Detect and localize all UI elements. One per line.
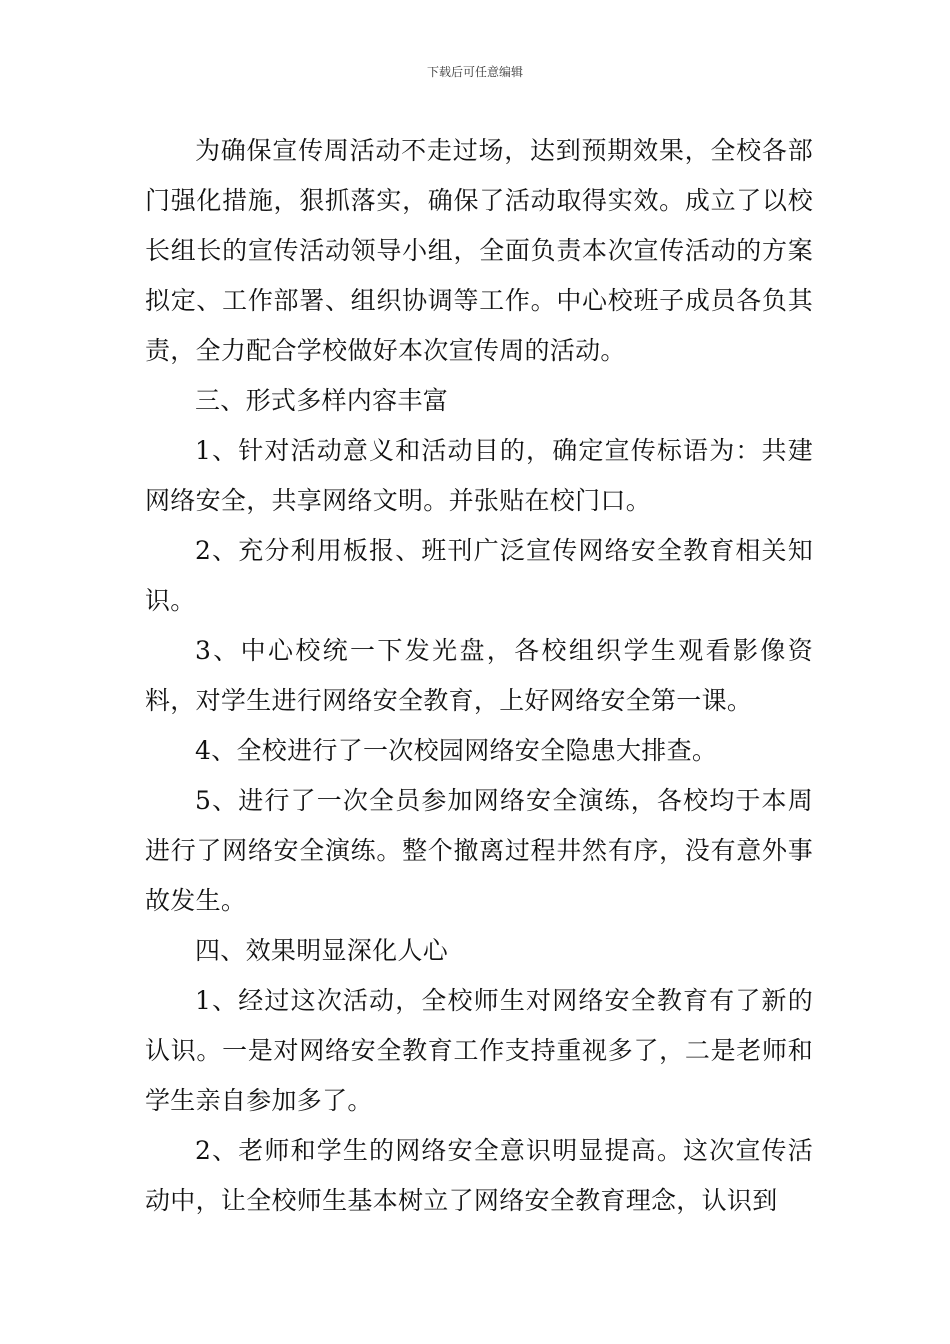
list-item-5: 5、进行了一次全员参加网络安全演练，各校均于本周进行了网络安全演练。整个撤离过程井然有序，没有意外事故发生。 — [145, 786, 813, 915]
list-item-2: 2、充分利用板报、班刊广泛宣传网络安全教育相关知识。 — [145, 536, 813, 615]
result-item-2: 2、老师和学生的网络安全意识明显提高。这次宣传活动中，让全校师生基本树立了网络安全教育理念，认识到 — [145, 1136, 813, 1215]
document-body — [145, 126, 813, 1226]
section-heading-4: 四、效果明显深化人心 — [195, 936, 449, 965]
paragraph-1: 为确保宣传周活动不走过场，达到预期效果，全校各部门强化措施，狠抓落实，确保了活动取得实效。成立了以校长组长的宣传活动领导小组，全面负责本次宣传活动的方案拟定、工作部署、组织协调等工作。中心校班子成员各负其责，全力配合学校做好本次宣传周的活动。 — [145, 136, 813, 365]
section-heading-3: 三、形式多样内容丰富 — [195, 386, 449, 415]
page-header: 下载后可任意编辑 — [426, 65, 523, 79]
list-item-3: 3、中心校统一下发光盘，各校组织学生观看影像资料，对学生进行网络安全教育，上好网络安全第一课。 — [145, 636, 813, 715]
result-item-1: 1、经过这次活动，全校师生对网络安全教育有了新的认识。一是对网络安全教育工作支持重视多了，二是老师和学生亲自参加多了。 — [145, 986, 813, 1115]
list-item-4: 4、全校进行了一次校园网络安全隐患大排查。 — [195, 736, 718, 765]
list-item-1: 1、针对活动意义和活动目的，确定宣传标语为：共建网络安全，共享网络文明。并张贴在校门口。 — [145, 436, 813, 515]
